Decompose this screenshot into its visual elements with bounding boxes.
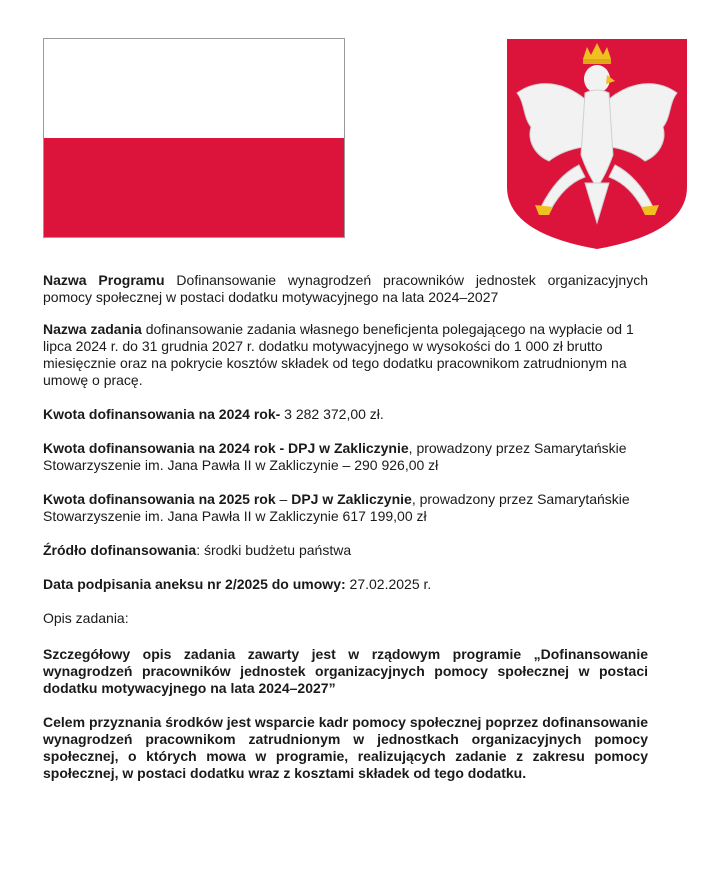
description-paragraph-1: Szczegółowy opis zadania zawarty jest w rządowym programie „Dofinansowanie wynagrodzeń pracowników jednostek organizacyjnych pomocy społecznej w postaci dodatku motywacyjnego na lata 2024–2027” bbox=[43, 646, 648, 696]
amount-2024-dpj-text: , prowadzony przez Samarytańskie Stowarzyszenie im. Jana Pawła II w Zakliczynie – 290 926,00 zł bbox=[43, 440, 627, 473]
amount-2024-dpj-paragraph bbox=[43, 440, 648, 474]
flag-white-stripe bbox=[44, 39, 344, 138]
annex-date-label: Data podpisania aneksu nr 2/2025 do umowy: bbox=[43, 576, 346, 592]
description-paragraph-2: Celem przyznania środków jest wsparcie kadr pomocy społecznej poprzez dofinansowanie wynagrodzeń pracownikom zatrudnionym w jednostkach organizacyjnych pomocy społecznej, o których mowa w programie, realizujących zadanie z zakresu pomocy społecznej, w postaci dodatku wraz z kosztami składek od tego dodatku. bbox=[43, 714, 648, 781]
amount-2024-paragraph bbox=[43, 406, 648, 423]
task-name-text: dofinansowanie zadania własnego beneficjenta polegającego na wypłacie od 1 lipca 2024 r. do 31 grudnia 2027 r. dodatku motywacyjnego w wysokości do 1 000 zł brutto miesięcznie oraz na pokrycie kosztów składek od tego dodatku pracownikom zatrudnionym na umowę o pracę. bbox=[43, 321, 634, 388]
amount-2025-dpj-paragraph bbox=[43, 491, 648, 525]
amount-2024-label: Kwota dofinansowania na 2024 rok- bbox=[43, 406, 281, 422]
description-heading: Opis zadania: bbox=[43, 610, 129, 626]
funding-source-text: : środki budżetu państwa bbox=[196, 542, 352, 558]
amount-2024-value: 3 282 372,00 zł. bbox=[280, 406, 384, 422]
document-body bbox=[43, 272, 648, 782]
flag-red-stripe bbox=[44, 138, 344, 237]
funding-source-paragraph bbox=[43, 542, 648, 559]
task-name-paragraph bbox=[43, 321, 648, 389]
program-name-paragraph bbox=[43, 272, 648, 306]
amount-2025-dpj-label: Kwota dofinansowania na 2025 rok bbox=[43, 491, 276, 507]
program-name-label: Nazwa Programu bbox=[43, 272, 165, 288]
amount-2024-dpj-label: Kwota dofinansowania na 2024 rok - DPJ w Zakliczynie bbox=[43, 440, 409, 456]
amount-2025-dpj-label2: DPJ w Zakliczynie bbox=[291, 491, 412, 507]
annex-date-value: 27.02.2025 r. bbox=[345, 576, 432, 592]
polish-coat-of-arms-image bbox=[505, 37, 689, 251]
annex-date-paragraph bbox=[43, 576, 648, 593]
funding-source-label: Źródło dofinansowania bbox=[43, 542, 197, 558]
polish-flag-image bbox=[43, 38, 345, 238]
task-name-label: Nazwa zadania bbox=[43, 321, 142, 337]
amount-2025-dpj-text: , prowadzony przez Samarytańskie Stowarzyszenie im. Jana Pawła II w Zakliczynie 617 199,00 zł bbox=[43, 491, 630, 524]
amount-2025-dpj-dash: – bbox=[275, 491, 292, 507]
program-name-text: Dofinansowanie wynagrodzeń pracowników jednostek organizacyjnych pomocy społecznej w postaci dodatku motywacyjnego na lata 2024–2027 bbox=[43, 272, 648, 305]
